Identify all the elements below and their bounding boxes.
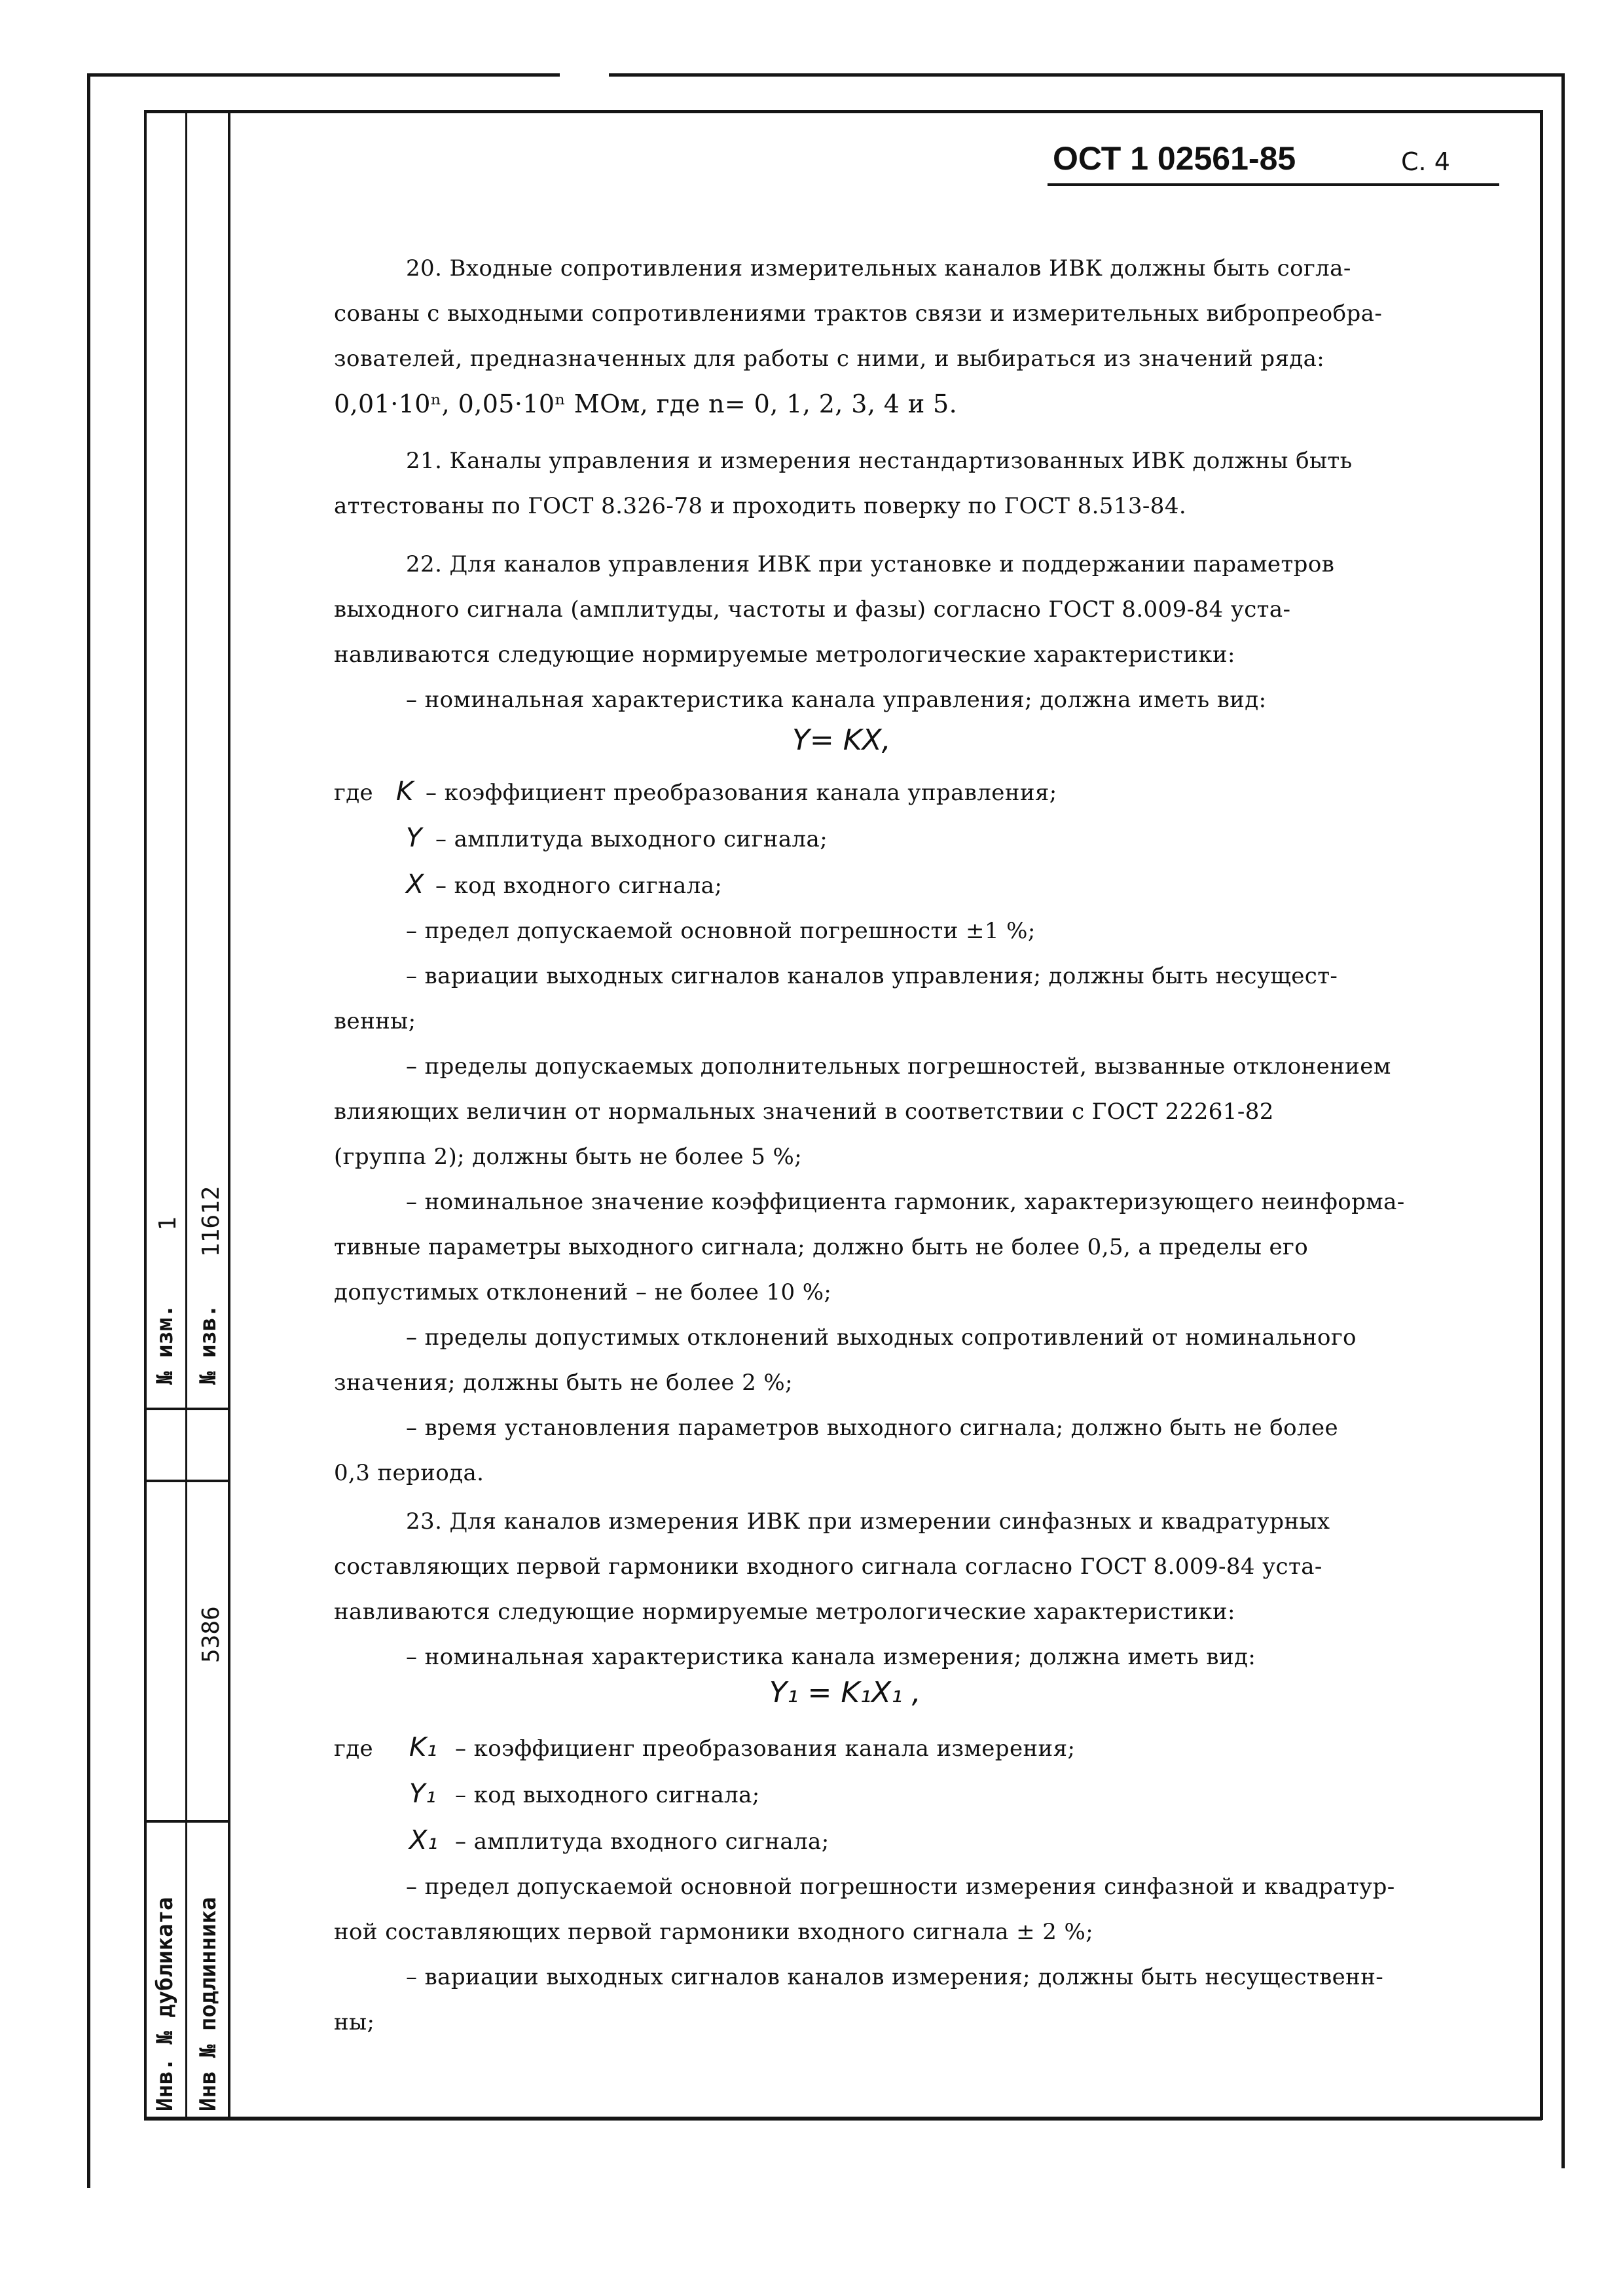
def-k1 bbox=[334, 1725, 1434, 1772]
p21-line2: аттестованы по ГОСТ 8.326-78 и проходить поверку по ГОСТ 8.513-84. bbox=[334, 493, 1187, 519]
b6-line1: – время установления параметров выходного сигнала; должно быть не более bbox=[406, 1415, 1338, 1441]
paragraph-20 bbox=[334, 246, 1434, 427]
x-symbol: X bbox=[406, 869, 424, 900]
dup-value: 5386 bbox=[198, 1606, 225, 1663]
b3-line1: – пределы допускаемых дополнительных погрешностей, вызванные отклонением bbox=[406, 1053, 1391, 1080]
def-x1 bbox=[334, 1818, 1434, 1865]
inner-left bbox=[144, 110, 147, 2119]
y-symbol: Y bbox=[406, 823, 422, 853]
b1-line: – предел допускаемой основной погрешности ±1 %; bbox=[406, 918, 1036, 944]
p22-line2: выходного сигнала (амплитуды, частоты и фазы) согласно ГОСТ 8.009-84 уста- bbox=[334, 596, 1291, 623]
k1-desc: – коэффициенг преобразования канала измерения; bbox=[455, 1736, 1076, 1762]
p22-line4: – номинальная характеристика канала управления; должна иметь вид: bbox=[406, 687, 1267, 713]
paragraph-22 bbox=[334, 542, 1434, 723]
frame-top-left bbox=[88, 73, 560, 77]
x1-symbol: X₁ bbox=[409, 1825, 439, 1855]
p23-line3: навливаются следующие нормируемые метрологические характеристики: bbox=[334, 1599, 1235, 1625]
b3-line2: влияющих величин от нормальных значений в соответствии с ГОСТ 22261-82 bbox=[334, 1099, 1274, 1125]
y-desc: – амплитуда выходного сигнала; bbox=[435, 826, 828, 852]
p20-line2: сованы с выходными сопротивлениями трактов связи и измерительных вибропреобра- bbox=[334, 301, 1383, 327]
izm-label: № изм. bbox=[152, 1304, 178, 1385]
paragraph-23 bbox=[334, 1499, 1434, 1680]
y1-symbol: Y₁ bbox=[409, 1779, 437, 1809]
c1-line1: – предел допускаемой основной погрешности измерения синфазной и квадратур- bbox=[406, 1874, 1395, 1900]
inner-top bbox=[144, 110, 1542, 113]
frame-right bbox=[1561, 73, 1565, 2168]
formula-2: Y₁ = K₁X₁ , bbox=[769, 1676, 921, 1709]
k-desc: – коэффициент преобразования канала управления; bbox=[426, 780, 1057, 806]
x1-desc: – амплитуда входного сигнала; bbox=[455, 1829, 830, 1855]
doc-number: ОСТ 1 02561-85 bbox=[1053, 140, 1296, 177]
x-desc: – код входного сигнала; bbox=[435, 873, 723, 899]
p22-line3: навливаются следующие нормируемые метрологические характеристики: bbox=[334, 642, 1235, 668]
paragraph-21 bbox=[334, 439, 1434, 529]
b4-line3: допустимых отклонений – не более 10 %; bbox=[334, 1279, 832, 1305]
c2-line2: ны; bbox=[334, 2009, 375, 2035]
inner-right bbox=[1540, 110, 1543, 2120]
where-2: где bbox=[334, 1736, 374, 1762]
p20-line1: 20. Входные сопротивления измерительных каналов ИВК должны быть согла- bbox=[406, 255, 1351, 282]
def-k bbox=[334, 769, 1434, 816]
c1-line2: ной составляющих первой гармоники входного сигнала ± 2 %; bbox=[334, 1919, 1094, 1945]
frame-top-right bbox=[609, 73, 1565, 77]
orig-label: Инв № подлинника bbox=[195, 1897, 221, 2111]
def-x bbox=[334, 862, 1434, 909]
p20-line4: 0,01·10ⁿ, 0,05·10ⁿ МОм, где n= 0, 1, 2, 3, 4 и 5. bbox=[334, 390, 958, 418]
sidebar-div2 bbox=[144, 1480, 229, 1482]
y1-desc: – код выходного сигнала; bbox=[455, 1782, 760, 1808]
p21-line1: 21. Каналы управления и измерения нестандартизованных ИВК должны быть bbox=[406, 448, 1353, 474]
page-label: С. 4 bbox=[1401, 147, 1450, 176]
where-1: где bbox=[334, 780, 374, 806]
sidebar-col2 bbox=[228, 110, 230, 2119]
b2-line1: – вариации выходных сигналов каналов управления; должны быть несущест- bbox=[406, 963, 1338, 989]
sidebar-col1 bbox=[185, 110, 187, 2119]
def-y bbox=[334, 816, 1434, 862]
b4-line2: тивные параметры выходного сигнала; должно быть не более 0,5, а пределы его bbox=[334, 1234, 1309, 1260]
def-y1 bbox=[334, 1772, 1434, 1818]
b4-line1: – номинальное значение коэффициента гармоник, характеризующего неинформа- bbox=[406, 1189, 1405, 1215]
b3-line3: (группа 2); должны быть не более 5 %; bbox=[334, 1144, 803, 1170]
b5-line2: значения; должны быть не более 2 %; bbox=[334, 1370, 793, 1396]
b2-line2: венны; bbox=[334, 1008, 416, 1034]
dup-label: Инв. № дубликата bbox=[152, 1897, 178, 2111]
izv-value: 11612 bbox=[198, 1186, 225, 1257]
k1-symbol: K₁ bbox=[409, 1732, 438, 1762]
b6-line2: 0,3 периода. bbox=[334, 1460, 484, 1486]
p23-line1: 23. Для каналов измерения ИВК при измерении синфазных и квадратурных bbox=[406, 1508, 1330, 1535]
izv-label: № изв. bbox=[195, 1304, 221, 1385]
doc-number-underline bbox=[1048, 183, 1499, 186]
izm-value: 1 bbox=[155, 1216, 181, 1231]
frame-left bbox=[87, 73, 90, 2188]
definitions-1 bbox=[334, 769, 1434, 1496]
inner-bottom bbox=[144, 2117, 1542, 2121]
c2-line1: – вариации выходных сигналов каналов измерения; должны быть несущественн- bbox=[406, 1964, 1384, 1990]
p20-line3: зователей, предназначенных для работы с ними, и выбираться из значений ряда: bbox=[334, 346, 1325, 372]
p23-line2: составляющих первой гармоники входного сигнала согласно ГОСТ 8.009-84 уста- bbox=[334, 1554, 1322, 1580]
p22-line1: 22. Для каналов управления ИВК при установке и поддержании параметров bbox=[406, 551, 1335, 577]
p23-line4: – номинальная характеристика канала измерения; должна иметь вид: bbox=[406, 1644, 1256, 1670]
sidebar-div3 bbox=[144, 1820, 229, 1823]
formula-1: Y= KX, bbox=[792, 723, 891, 757]
definitions-2 bbox=[334, 1725, 1434, 2045]
k-symbol: K bbox=[396, 776, 414, 807]
b5-line1: – пределы допустимых отклонений выходных сопротивлений от номинального bbox=[406, 1324, 1357, 1351]
sidebar-div1 bbox=[144, 1408, 229, 1410]
